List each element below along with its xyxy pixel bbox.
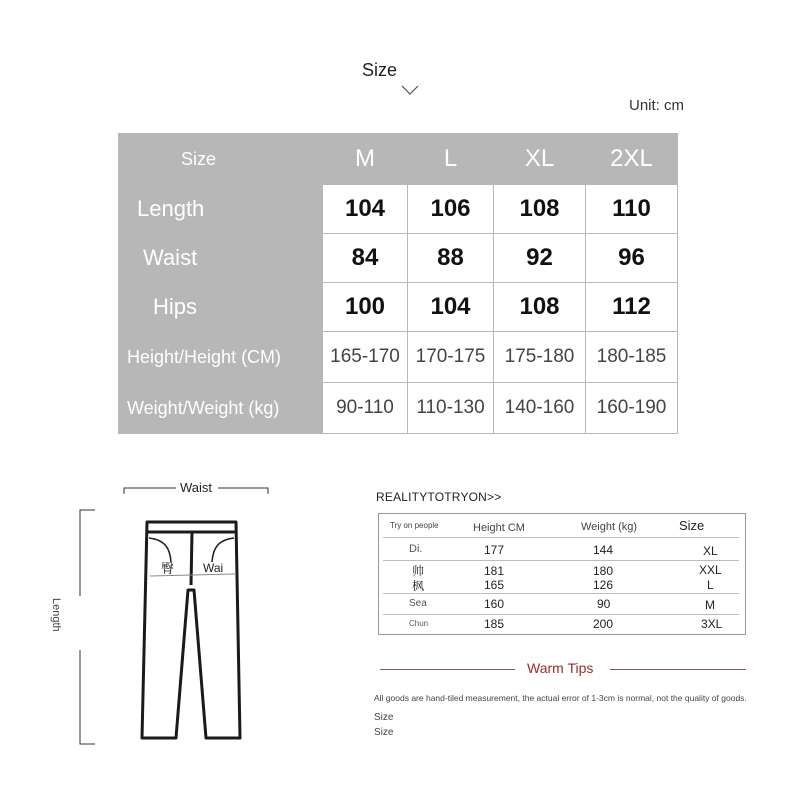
size-header-l: L — [408, 134, 494, 185]
pants-diagram — [70, 480, 280, 755]
waist-label: Waist — [180, 480, 213, 495]
table-cell: 180-185 — [586, 332, 678, 383]
tryon-name: 枫 — [412, 579, 425, 593]
table-cell: 100 — [323, 283, 408, 332]
table-row — [119, 234, 678, 283]
divider — [383, 593, 739, 594]
size-header-m: M — [323, 134, 408, 185]
table-cell: 108 — [494, 283, 586, 332]
divider — [610, 669, 746, 670]
tryon-header-people: Try on people — [390, 521, 439, 530]
table-cell: 90-110 — [323, 383, 408, 434]
row-label-length: Length — [119, 185, 323, 234]
tryon-size: XXL — [699, 563, 722, 577]
tryon-name: Sea — [409, 598, 427, 609]
tryon-size: M — [705, 598, 715, 612]
tryon-weight: 144 — [593, 543, 614, 557]
row-label-hips: Hips — [119, 283, 323, 332]
table-cell: 110 — [586, 185, 678, 234]
length-measure-bracket — [80, 510, 95, 744]
table-row — [119, 185, 678, 234]
divider — [380, 669, 515, 670]
table-cell: 96 — [586, 234, 678, 283]
tryon-header-size: Size — [679, 518, 705, 533]
tryon-height: 185 — [484, 617, 505, 631]
tryon-header-height: Height CM — [473, 522, 525, 534]
pocket-label-left: 臀 — [161, 562, 175, 577]
length-label: Length — [50, 598, 62, 632]
tryon-name: Di. — [409, 543, 423, 555]
divider — [383, 537, 739, 538]
table-cell: 140-160 — [494, 383, 586, 434]
row-label-weight: Weight/Weight (kg) — [119, 383, 323, 434]
table-cell: 92 — [494, 234, 586, 283]
table-row — [119, 383, 678, 434]
table-corner-cell: Size — [119, 134, 323, 185]
size-header-2xl: 2XL — [586, 134, 678, 185]
warm-tips-text: All goods are hand-tiled measurement, the actual error of 1-3cm is normal, not the quality of goods. — [374, 693, 747, 703]
tryon-height: 160 — [484, 597, 505, 611]
table-row — [119, 332, 678, 383]
tryon-weight: 90 — [597, 597, 611, 611]
chevron-down-icon — [400, 84, 420, 96]
table-cell: 112 — [586, 283, 678, 332]
table-cell: 110-130 — [408, 383, 494, 434]
pocket-label-right: Wai — [203, 561, 224, 575]
row-label-waist: Waist — [119, 234, 323, 283]
size-header-xl: XL — [494, 134, 586, 185]
tryon-height: 181 — [484, 564, 505, 578]
tryon-height: 165 — [484, 578, 505, 592]
tryon-size: XL — [703, 544, 718, 558]
divider — [383, 560, 739, 561]
size-note: Size — [374, 712, 394, 723]
table-cell: 165-170 — [323, 332, 408, 383]
tryon-weight: 180 — [593, 564, 614, 578]
tryon-weight: 126 — [593, 578, 614, 592]
warm-tips-title: Warm Tips — [527, 660, 594, 676]
table-cell: 106 — [408, 185, 494, 234]
tryon-title: REALITYTOTRYON>> — [376, 490, 502, 504]
tryon-weight: 200 — [593, 617, 614, 631]
table-cell: 84 — [323, 234, 408, 283]
page-title: Size — [362, 60, 398, 80]
pants-outline — [142, 522, 240, 738]
tryon-name: 帅 — [412, 564, 425, 578]
tryon-table — [378, 513, 746, 635]
tryon-header-weight: Weight (kg) — [581, 521, 638, 533]
table-cell: 108 — [494, 185, 586, 234]
tryon-height: 177 — [484, 543, 505, 557]
table-cell: 104 — [323, 185, 408, 234]
table-cell: 170-175 — [408, 332, 494, 383]
tryon-name: Chun — [409, 619, 429, 628]
tryon-size: L — [707, 578, 714, 592]
table-cell: 88 — [408, 234, 494, 283]
table-cell: 160-190 — [586, 383, 678, 434]
divider — [383, 614, 739, 615]
tryon-size: 3XL — [701, 617, 723, 631]
unit-label: Unit: cm — [629, 97, 685, 114]
table-header-row — [119, 134, 678, 185]
table-cell: 175-180 — [494, 332, 586, 383]
table-row — [119, 283, 678, 332]
size-note: Size — [374, 727, 394, 738]
size-chart-table — [118, 133, 678, 434]
table-cell: 104 — [408, 283, 494, 332]
row-label-height: Height/Height (CM) — [119, 332, 323, 383]
